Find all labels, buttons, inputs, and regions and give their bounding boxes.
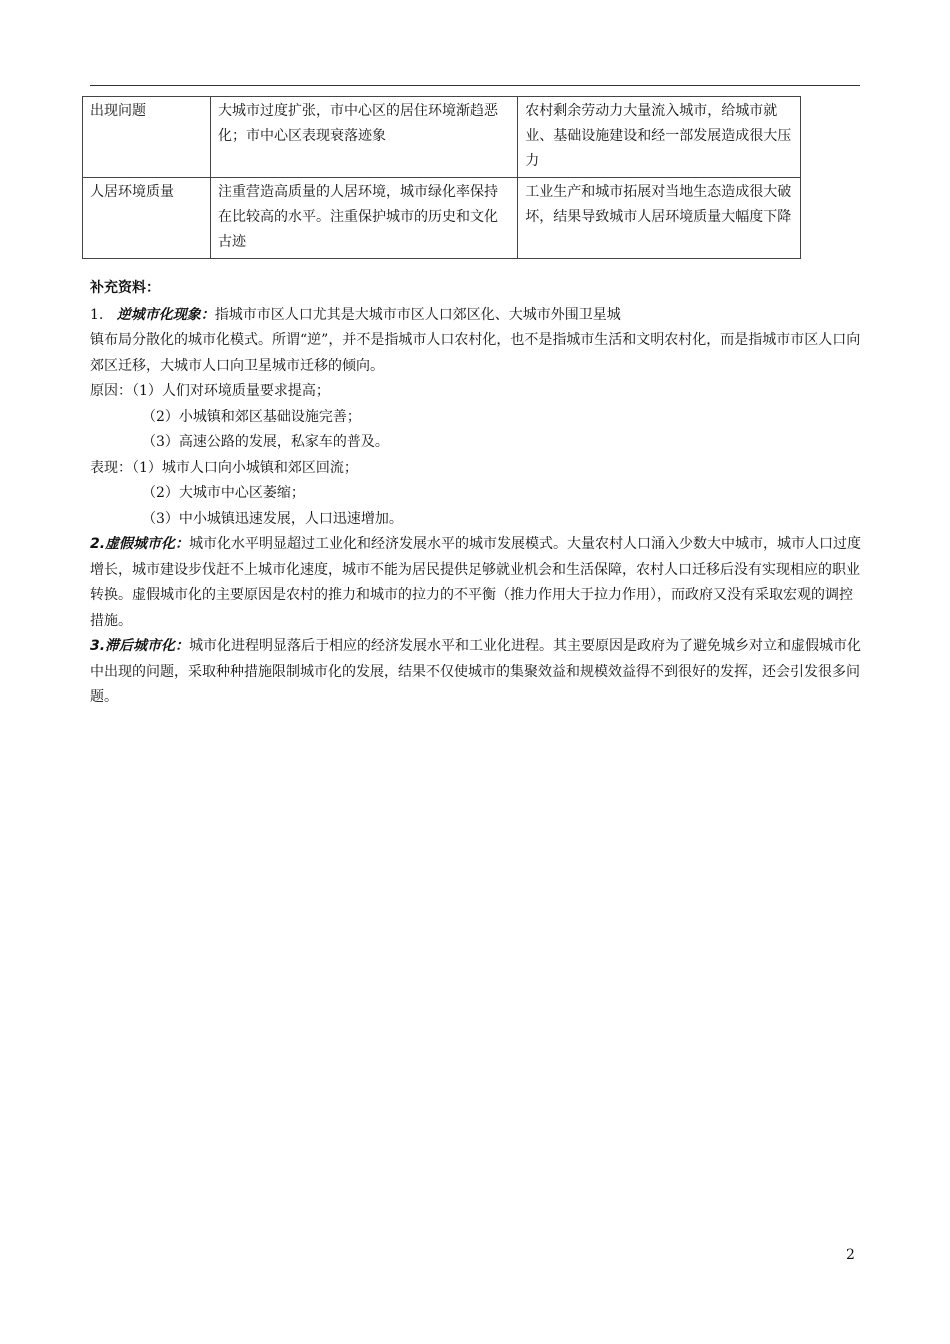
item3-paragraph: [90, 634, 862, 711]
item1-line2: 镇布局分散化的城市化模式。所谓“逆”，并不是指城市人口农村化，也不是指城市生活和文明农村化，而是指城市市区人口向郊区迁移，大城市人口向卫星城市迁移的倾向。: [90, 332, 861, 374]
effects-line: [90, 456, 862, 482]
table-row: [83, 97, 801, 178]
effects-label: 表现：: [90, 459, 132, 476]
effect-item: （2）大城市中心区萎缩；: [142, 485, 305, 501]
row-label: 人居环境质量: [83, 178, 211, 259]
item1-line1: 指城市市区人口尤其是大城市市区人口郊区化、大城市外围卫星城: [214, 306, 621, 323]
item1-term: 逆城市化现象：: [116, 306, 215, 323]
cause-item: （3）高速公路的发展，私家车的普及。: [142, 434, 389, 450]
row-label: 出现问题: [83, 97, 211, 178]
causes-label: 原因：: [90, 383, 132, 399]
developed-cell: 大城市过度扩张，市中心区的居住环境渐趋恶化；市中心区表现衰落迹象: [211, 97, 518, 178]
item3-term: 3.滞后城市化：: [90, 638, 190, 654]
item3-text: 城市化进程明显落后于相应的经济发展水平和工业化进程。其主要原因是政府为了避免城乡对立和虚假城市化中出现的问题，采取种种措施限制城市化的发展，结果不仅使城市的集聚效益和规模效益得不到很好的发挥，还会引发很多问题。: [90, 638, 862, 705]
table-row: [83, 178, 801, 259]
header-rule: [90, 85, 860, 86]
item2-text: 城市化水平明显超过工业化和经济发展水平的城市发展模式。大量农村人口涌入少数大中城市，城市人口过度增长，城市建设步伐赶不上城市化速度，城市不能为居民提供足够就业机会和生活保障，农村人口迁移后没有实现相应的职业转换。虚假城市化的主要原因是农村的推力和城市的拉力的不平衡（推力作用大于拉力作用），而政府又没有采取宏观的调控措施。: [90, 536, 862, 629]
cause-item: （1）人们对环境质量要求提高；: [132, 383, 330, 399]
item2-paragraph: [90, 532, 862, 634]
item1-first-line: [90, 303, 862, 329]
supplement-section: [90, 276, 862, 711]
developed-cell: 注重营造高质量的人居环境，城市绿化率保持在比较高的水平。注重保护城市的历史和文化古迹: [211, 178, 518, 259]
effect-item: （3）中小城镇迅速发展，人口迅速增加。: [142, 510, 403, 527]
effect-item: （1）城市人口向小城镇和郊区回流；: [132, 459, 358, 476]
developing-cell: 农村剩余劳动力大量流入城市，给城市就业、基础设施建设和经一部发展造成很大压力: [518, 97, 801, 178]
item1-number: 1.: [90, 306, 104, 323]
developing-cell: 工业生产和城市拓展对当地生态造成很大破坏，结果导致城市人居环境质量大幅度下降: [518, 178, 801, 259]
supplement-heading: 补充资料：: [90, 280, 160, 296]
causes-line: [90, 379, 862, 405]
comparison-table: [82, 96, 801, 259]
page-number: 2: [846, 1247, 855, 1263]
cause-item: （2）小城镇和郊区基础设施完善；: [142, 408, 361, 425]
item2-term: 2.虚假城市化：: [90, 536, 190, 552]
